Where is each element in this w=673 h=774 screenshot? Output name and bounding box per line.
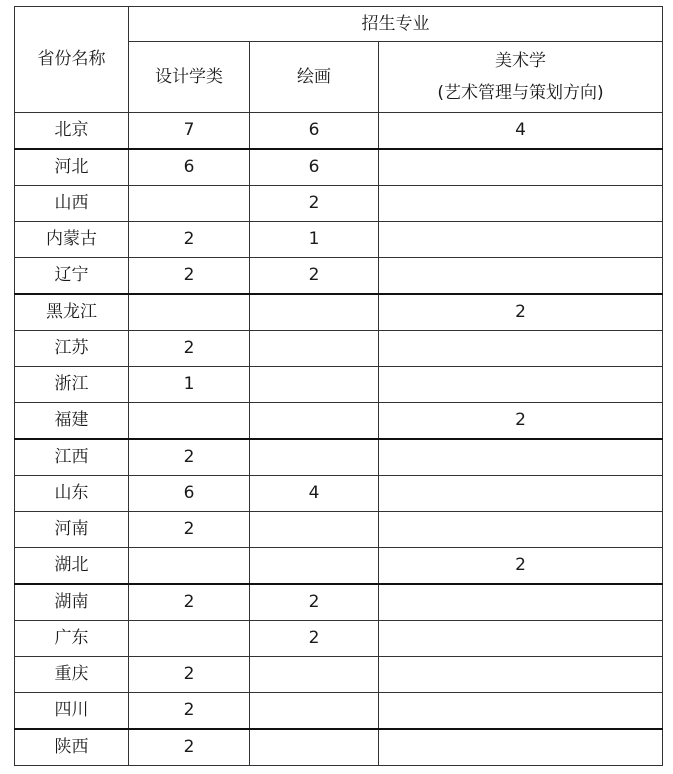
painting-cell: 4 — [250, 476, 379, 512]
painting-header: 绘画 — [250, 42, 379, 113]
province-cell: 山西 — [15, 186, 129, 222]
painting-cell: 6 — [250, 113, 379, 150]
province-cell: 湖南 — [15, 584, 129, 621]
art-cell — [379, 512, 663, 548]
painting-cell — [250, 331, 379, 367]
painting-cell — [250, 548, 379, 585]
table-row — [15, 331, 663, 367]
province-cell: 江苏 — [15, 331, 129, 367]
painting-cell: 2 — [250, 584, 379, 621]
province-cell: 辽宁 — [15, 258, 129, 295]
table-row — [15, 621, 663, 657]
art-cell — [379, 367, 663, 403]
province-cell: 四川 — [15, 693, 129, 730]
province-cell: 陕西 — [15, 729, 129, 766]
province-cell: 河南 — [15, 512, 129, 548]
art-management-header — [379, 42, 663, 113]
painting-cell — [250, 657, 379, 693]
art-cell: 2 — [379, 548, 663, 585]
design-cell — [129, 403, 250, 440]
table-row — [15, 186, 663, 222]
province-cell: 山东 — [15, 476, 129, 512]
art-cell — [379, 331, 663, 367]
table-row — [15, 113, 663, 150]
table-row — [15, 584, 663, 621]
design-cell: 6 — [129, 476, 250, 512]
design-header: 设计学类 — [129, 42, 250, 113]
painting-cell — [250, 512, 379, 548]
table-row — [15, 294, 663, 331]
art-cell — [379, 729, 663, 766]
painting-cell — [250, 294, 379, 331]
table-row — [15, 258, 663, 295]
design-cell: 2 — [129, 331, 250, 367]
art-cell — [379, 476, 663, 512]
design-cell: 1 — [129, 367, 250, 403]
art-cell: 2 — [379, 294, 663, 331]
painting-cell — [250, 439, 379, 476]
table-row — [15, 476, 663, 512]
table-row — [15, 403, 663, 440]
table-body — [15, 113, 663, 766]
table-row — [15, 512, 663, 548]
design-cell: 2 — [129, 657, 250, 693]
painting-cell: 2 — [250, 258, 379, 295]
painting-cell: 6 — [250, 149, 379, 186]
art-cell — [379, 222, 663, 258]
art-cell — [379, 584, 663, 621]
art-cell: 2 — [379, 403, 663, 440]
province-cell: 内蒙古 — [15, 222, 129, 258]
design-cell — [129, 186, 250, 222]
table-row — [15, 439, 663, 476]
design-cell: 2 — [129, 512, 250, 548]
art-cell — [379, 439, 663, 476]
province-cell: 河北 — [15, 149, 129, 186]
table-row — [15, 657, 663, 693]
design-cell: 2 — [129, 693, 250, 730]
major-group-header: 招生专业 — [129, 7, 663, 42]
design-cell: 2 — [129, 258, 250, 295]
table-row — [15, 693, 663, 730]
design-cell: 2 — [129, 222, 250, 258]
design-cell: 7 — [129, 113, 250, 150]
province-cell: 北京 — [15, 113, 129, 150]
design-cell: 6 — [129, 149, 250, 186]
table-row — [15, 222, 663, 258]
table-row — [15, 548, 663, 585]
design-cell: 2 — [129, 729, 250, 766]
painting-cell — [250, 367, 379, 403]
art-cell — [379, 258, 663, 295]
province-cell: 广东 — [15, 621, 129, 657]
province-cell: 重庆 — [15, 657, 129, 693]
art-cell — [379, 657, 663, 693]
province-header: 省份名称 — [15, 7, 129, 113]
art-cell — [379, 693, 663, 730]
painting-cell — [250, 403, 379, 440]
province-cell: 湖北 — [15, 548, 129, 585]
design-cell — [129, 294, 250, 331]
design-cell: 2 — [129, 439, 250, 476]
art-header-line-1: 美术学 — [495, 51, 546, 71]
design-cell: 2 — [129, 584, 250, 621]
table-row — [15, 149, 663, 186]
province-cell: 江西 — [15, 439, 129, 476]
art-cell — [379, 149, 663, 186]
table-row — [15, 729, 663, 766]
art-cell — [379, 621, 663, 657]
painting-cell: 1 — [250, 222, 379, 258]
art-header-line-2: (艺术管理与策划方向) — [437, 83, 604, 103]
design-cell — [129, 548, 250, 585]
header-row-top — [15, 7, 663, 42]
province-cell: 浙江 — [15, 367, 129, 403]
painting-cell — [250, 693, 379, 730]
table-row — [15, 367, 663, 403]
province-cell: 福建 — [15, 403, 129, 440]
painting-cell: 2 — [250, 621, 379, 657]
province-cell: 黑龙江 — [15, 294, 129, 331]
painting-cell: 2 — [250, 186, 379, 222]
art-cell: 4 — [379, 113, 663, 150]
enrollment-table — [14, 6, 663, 766]
art-cell — [379, 186, 663, 222]
painting-cell — [250, 729, 379, 766]
design-cell — [129, 621, 250, 657]
